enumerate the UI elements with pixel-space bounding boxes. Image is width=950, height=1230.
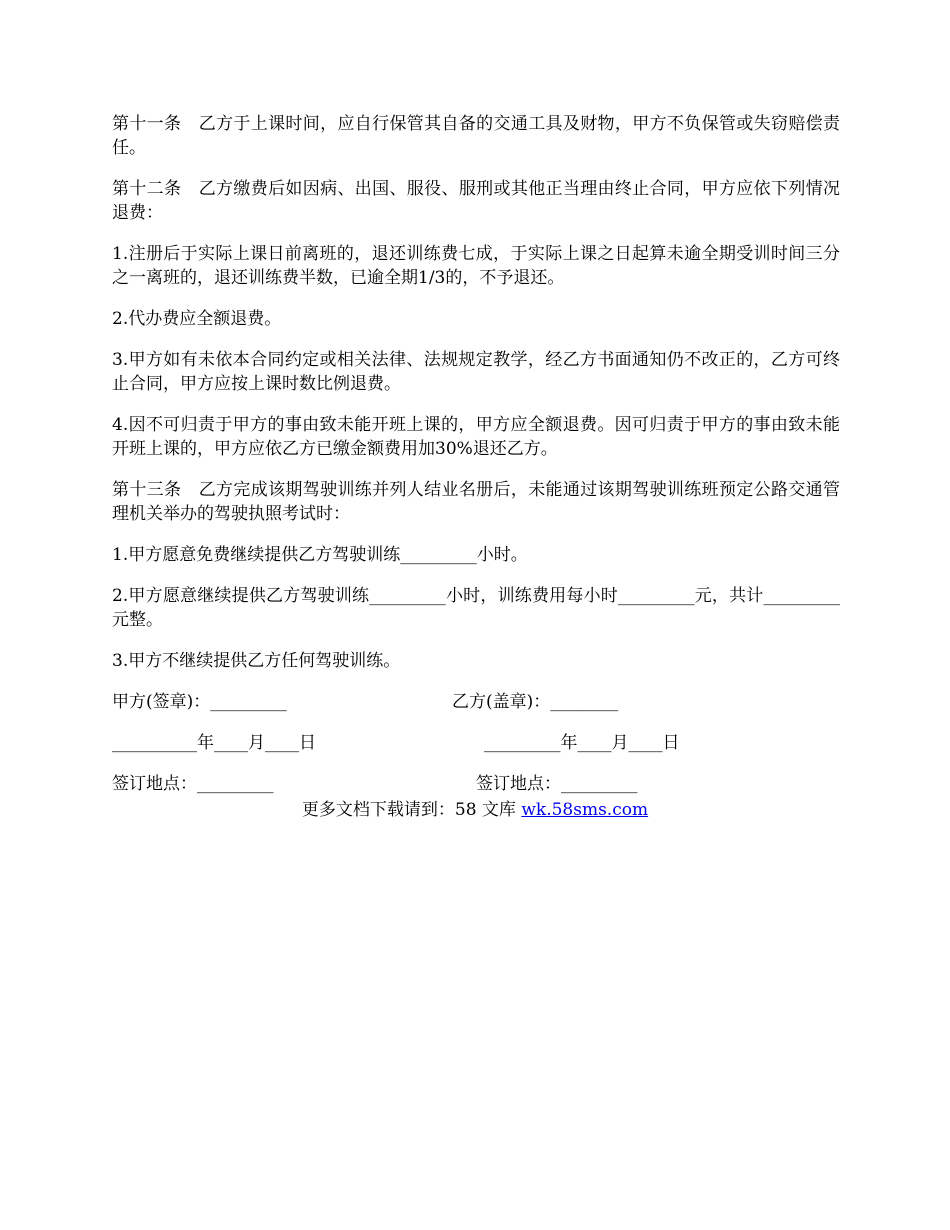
training-option-1: 1.甲方愿意免费继续提供乙方驾驶训练_________小时。	[112, 545, 528, 565]
article-11: 第十一条 乙方于上课时间，应自行保管其自备的交通工具及财物，甲方不负保管或失窃赔偿责任。	[112, 114, 840, 158]
refund-clause-2: 2.代办费应全额退费。	[112, 309, 282, 329]
article-13: 第十三条 乙方完成该期驾驶训练并列人结业名册后，未能通过该期驾驶训练班预定公路交通管理机关举办的驾驶执照考试时：	[112, 480, 840, 524]
date-row	[112, 731, 840, 755]
article-12: 第十二条 乙方缴费后如因病、出国、服役、服刑或其他正当理由终止合同，甲方应依下列情况退费：	[112, 179, 840, 223]
party-b-date: _________年____月____日	[484, 733, 680, 753]
refund-clause-3: 3.甲方如有未依本合同约定或相关法律、法规规定教学，经乙方书面通知仍不改正的，乙方可终止合同，甲方应按上课时数比例退费。	[112, 350, 840, 394]
signature-row	[112, 690, 840, 714]
training-option-3: 3.甲方不继续提供乙方任何驾驶训练。	[112, 651, 401, 671]
place-row	[112, 772, 840, 796]
party-b-place: 签订地点：_________	[476, 774, 638, 794]
party-a-date: __________年____月____日	[112, 733, 316, 753]
refund-clause-1: 1.注册后于实际上课日前离班的，退还训练费七成，于实际上课之日起算未逾全期受训时间三分之一离班的，退还训练费半数，已逾全期1/3的，不予退还。	[112, 244, 840, 288]
download-footer	[0, 798, 950, 822]
party-a-signature: 甲方(签章)：_________	[112, 692, 287, 712]
party-b-seal: 乙方(盖章)：________	[452, 692, 619, 712]
contract-body	[112, 112, 840, 813]
refund-clause-4: 4.因不可归责于甲方的事由致未能开班上课的，甲方应全额退费。因可归责于甲方的事由致未能开班上课的，甲方应依乙方已缴金额费用加30%退还乙方。	[112, 415, 840, 459]
party-a-place: 签订地点：_________	[112, 774, 274, 794]
footer-link[interactable]: wk.58sms.com	[521, 800, 649, 820]
footer-text: 更多文档下载请到：58 文库	[301, 800, 522, 820]
training-option-2: 2.甲方愿意继续提供乙方驾驶训练_________小时，训练费用每小时_________元，共计_________元整。	[112, 586, 840, 630]
